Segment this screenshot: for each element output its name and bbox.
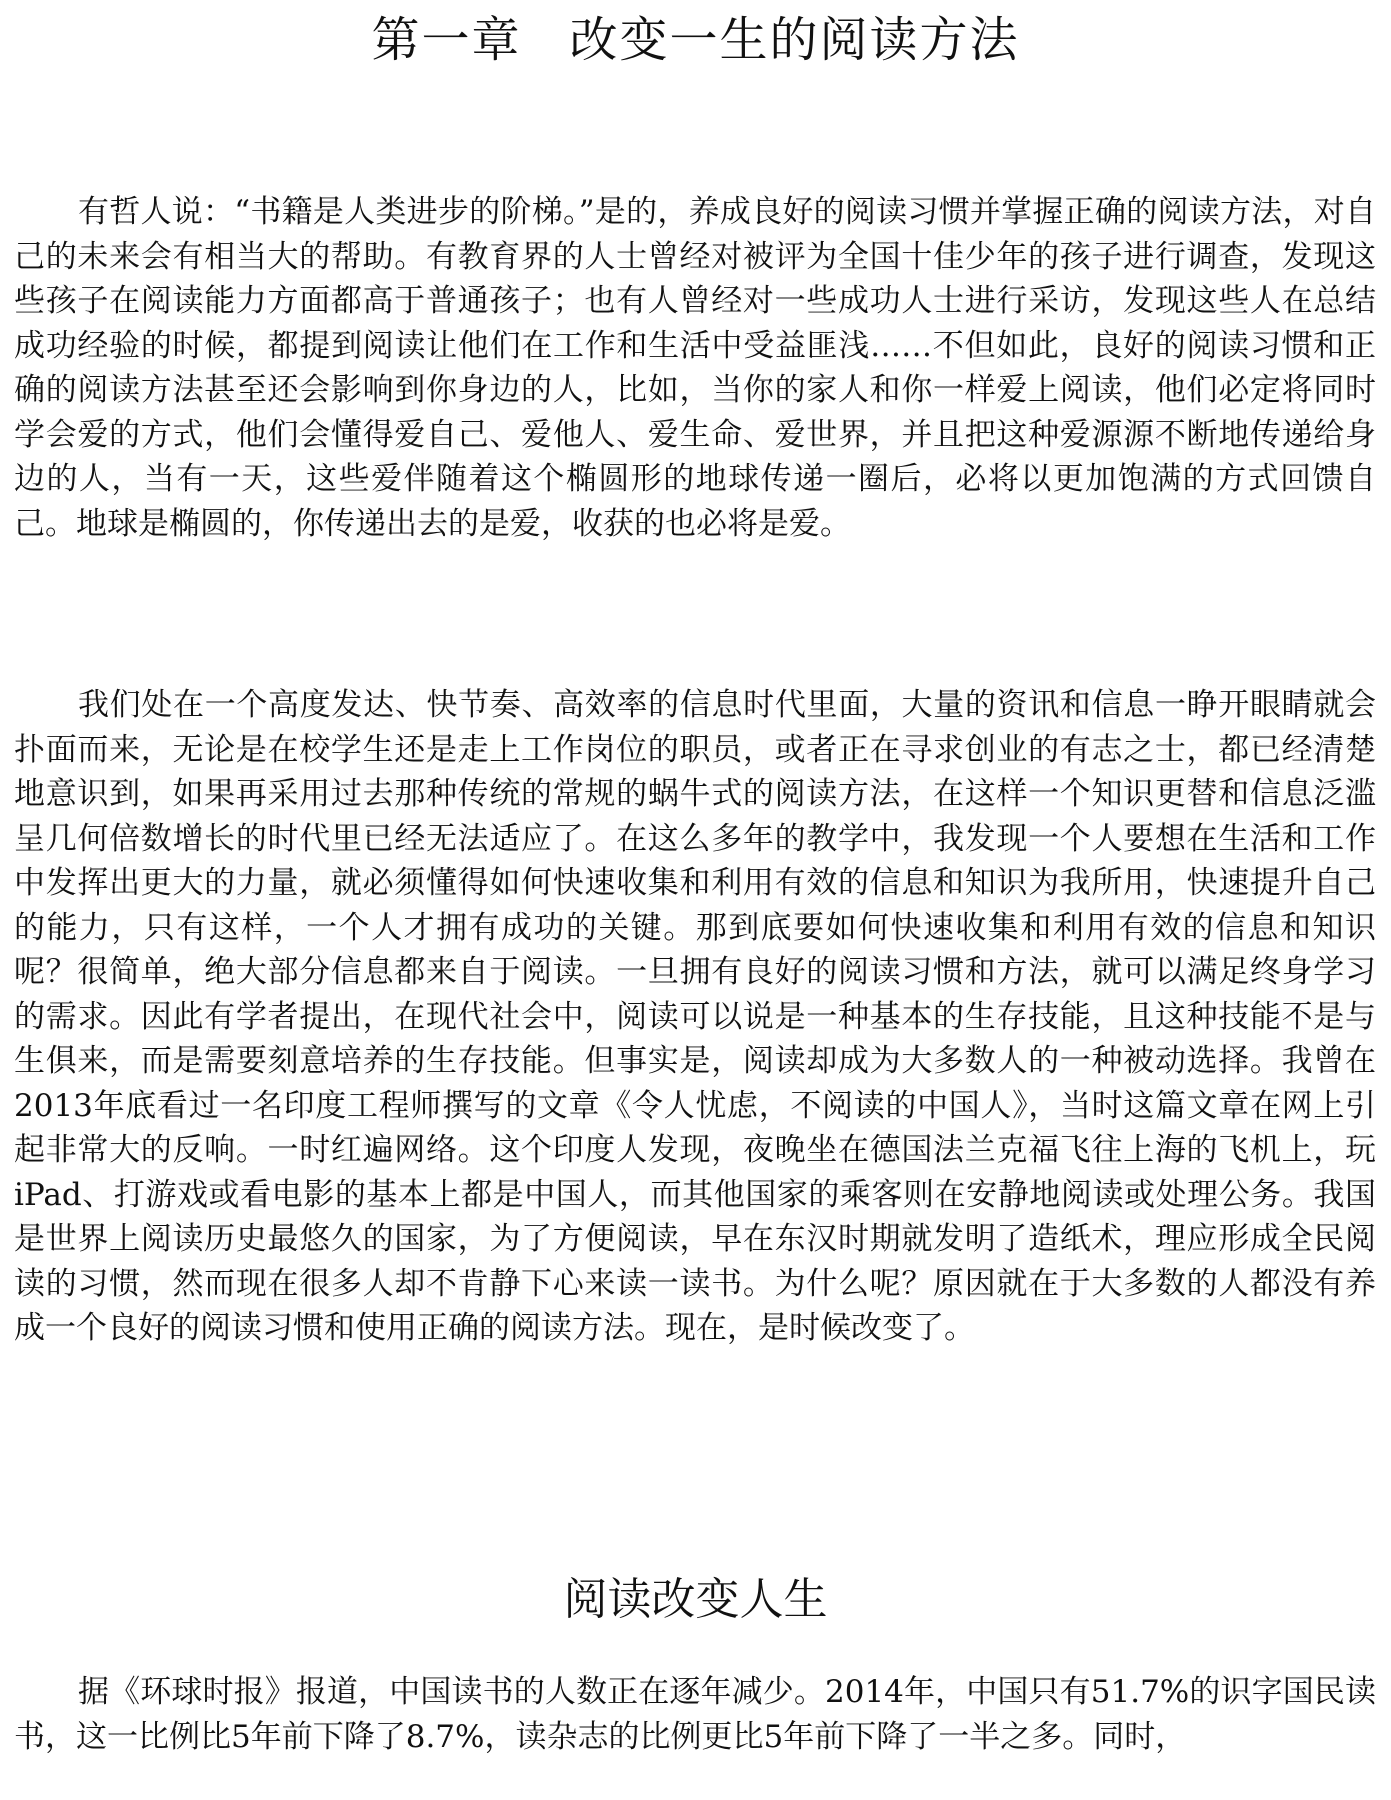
chapter-label: 第一章 — [371, 12, 522, 68]
section-title: 阅读改变人生 — [563, 1574, 828, 1625]
chapter-name: 改变一生的阅读方法 — [569, 12, 1020, 68]
chapter-title — [0, 8, 1391, 72]
paragraph-1: 有哲人说：“书籍是人类进步的阶梯。”是的，养成良好的阅读习惯并掌握正确的阅读方法，对自己的未来会有相当大的帮助。有教育界的人士曾经对被评为全国十佳少年的孩子进行调查，发现这些孩子在阅读能力方面都高于普通孩子；也有人曾经对一些成功人士进行采访，发现这些人在总结成功经验的时候，都提到阅读让他们在工作和生活中受益匪浅……不但如此，良好的阅读习惯和正确的阅读方法甚至还会影响到你身边的人，比如，当你的家人和你一样爱上阅读，他们必定将同时学会爱的方式，他们会懂得爱自己、爱他人、爱生命、爱世界，并且把这种爱源源不断地传递给身边的人，当有一天，这些爱伴随着这个椭圆形的地球传递一圈后，必将以更加饱满的方式回馈自己。地球是椭圆的，你传递出去的是爱，收获的也必将是爱。 — [14, 194, 1376, 542]
paragraph-2: 我们处在一个高度发达、快节奏、高效率的信息时代里面，大量的资讯和信息一睁开眼睛就会扑面而来，无论是在校学生还是走上工作岗位的职员，或者正在寻求创业的有志之士，都已经清楚地意识到，如果再采用过去那种传统的常规的蜗牛式的阅读方法，在这样一个知识更替和信息泛滥呈几何倍数增长的时代里已经无法适应了。在这么多年的教学中，我发现一个人要想在生活和工作中发挥出更大的力量，就必须懂得如何快速收集和利用有效的信息和知识为我所用，快速提升自己的能力，只有这样，一个人才拥有成功的关键。那到底要如何快速收集和利用有效的信息和知识呢？很简单，绝大部分信息都来自于阅读。一旦拥有良好的阅读习惯和方法，就可以满足终身学习的需求。因此有学者提出，在现代社会中，阅读可以说是一种基本的生存技能，且这种技能不是与生俱来，而是需要刻意培养的生存技能。但事实是，阅读却成为大多数人的一种被动选择。我曾在2013年底看过一名印度工程师撰写的文章《令人忧虑，不阅读的中国人》，当时这篇文章在网上引起非常大的反响。一时红遍网络。这个印度人发现，夜晚坐在德国法兰克福飞往上海的飞机上，玩iPad、打游戏或看电影的基本上都是中国人，而其他国家的乘客则在安静地阅读或处理公务。我国是世界上阅读历史最悠久的国家，为了方便阅读，早在东汉时期就发明了造纸术，理应形成全民阅读的习惯，然而现在很多人却不肯静下心来读一读书。为什么呢？原因就在于大多数的人都没有养成一个良好的阅读习惯和使用正确的阅读方法。现在，是时候改变了。 — [14, 687, 1376, 1346]
section-paragraph: 据《环球时报》报道，中国读书的人数正在逐年减少。2014年，中国只有51.7%的识字国民读书，这一比例比5年前下降了8.7%，读杂志的比例更比5年前下降了一半之多。同时， — [14, 1674, 1376, 1755]
